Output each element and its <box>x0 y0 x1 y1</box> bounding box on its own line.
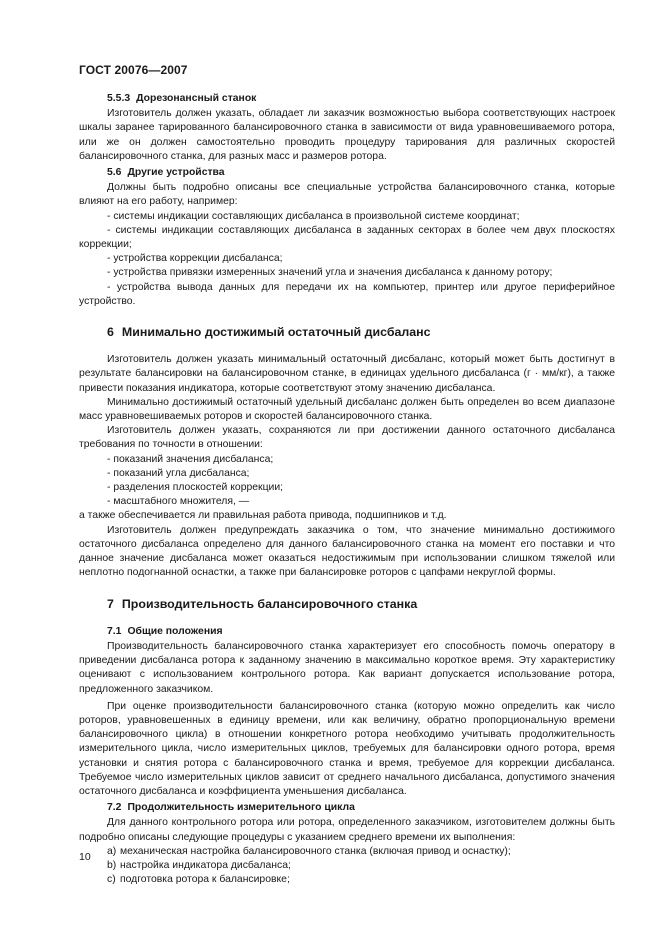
document-body <box>79 92 615 887</box>
section-title: Дорезонансный станок <box>136 93 257 104</box>
list-item-text: механическая настройка балансировочного станка (включая привод и оснастку); <box>120 845 511 857</box>
section-6-heading <box>79 325 615 339</box>
list-marker: c) <box>107 874 116 886</box>
section-title: Общие положения <box>127 625 223 637</box>
list-item: - показаний значения дисбаланса; <box>107 453 274 465</box>
paragraph: Производительность балансировочного станка характеризует его способность помочь оператору в приведении дисбаланса ротора к заданному значению в максимально короткое время. Эту характеристику оценивают с использованием контрольного ротора. Как вариант допускается использование ротора, предложенного заказчиком. <box>79 640 615 695</box>
list-item: - системы индикации составляющих дисбаланса в произвольной системе координат; <box>107 210 520 222</box>
list-item: - устройства вывода данных для передачи их на компьютер, принтер или другое периферийное устройство. <box>79 281 615 307</box>
list-item <box>79 873 615 887</box>
paragraph: Изготовитель должен указать минимальный остаточный дисбаланс, который может быть достигнут в результате балансировки на балансировочном станке, в единицах удельного дисбаланса (г · мм/кг), а также привести показания индикатора, которые соответствуют этому значению дисбаланса. <box>79 354 615 394</box>
list-item: - системы индикации составляющих дисбаланса в заданных секторах в более чем двух плоскостях коррекции; <box>79 224 615 251</box>
section-number: 5.6 <box>107 167 122 179</box>
list-item-text: настройка индикатора дисбаланса; <box>120 859 291 871</box>
page-number: 10 <box>79 851 91 863</box>
list-item-text: подготовка ротора к балансировке; <box>120 874 290 886</box>
list-item: - разделения плоскостей коррекции; <box>107 482 284 494</box>
list-item <box>79 859 615 873</box>
standard-header: ГОСТ 20076—2007 <box>79 63 188 77</box>
section-7-1-heading <box>79 625 615 639</box>
section-number: 5.5.3 <box>107 93 131 104</box>
section-number: 7 <box>107 596 114 611</box>
section-number: 6 <box>107 325 114 340</box>
paragraph: Изготовитель должен указать, сохраняются ли при достижении данного остаточного дисбаланса требования по точности в отношении: <box>79 425 615 451</box>
section-title: Продолжительность измерительного цикла <box>127 802 355 814</box>
section-7-heading <box>79 597 615 611</box>
section-number: 7.2 <box>107 802 122 814</box>
list-item: - масштабного множителя, — <box>107 496 250 508</box>
section-7-2-heading <box>79 801 615 815</box>
list-marker: b) <box>107 859 117 871</box>
list-item: - устройства коррекции дисбаланса; <box>107 253 283 265</box>
list-marker: a) <box>107 845 117 857</box>
paragraph: Изготовитель должен предупреждать заказчика о том, что значение минимально достижимого остаточного дисбаланса определено для данного балансировочного станка на момент его поставки и что данное значение дисбаланса может оказаться недостижимым при использовании слишком тяжелой или неплотно подогнанной оснастки, а также при балансировке роторов с цапфами некруглой формы. <box>79 524 615 579</box>
list-item: - устройства привязки измеренных значений угла и значения дисбаланса к данному ротору; <box>107 267 553 279</box>
section-title: Производительность балансировочного станка <box>121 596 418 611</box>
section-5-6-heading <box>79 166 615 180</box>
section-5-5-3-heading <box>79 92 615 106</box>
section-title: Другие устройства <box>127 167 225 179</box>
section-title: Минимально достижимый остаточный дисбаланс <box>121 325 431 340</box>
paragraph: Изготовитель должен указать, обладает ли заказчик возможностью выбора соответствующих настроек шкалы заранее тарированного балансировочного станка в зависимости от вида уравновешиваемого ротора, или же он должен самостоятельно проводить процедуру тарирования для различных скоростей балансировочного станка, для разных масс и размеров ротора. <box>79 108 615 162</box>
paragraph: Для данного контрольного ротора или ротора, определенного заказчиком, изготовителем должны быть подробно описаны следующие процедуры с указанием среднего времени их выполнения: <box>79 817 615 843</box>
list-item <box>79 845 615 859</box>
paragraph: При оценке производительности балансировочного станка (которую можно определить как число роторов, уравновешенных в единицу времени, или как величину, обратно пропорциональную времени балансировочного цикла) в отношении конкретного ротора необходимо учитывать продолжительность измерительного цикла, число измерительных циклов, требуемых для балансировки одного ротора, время установки и снятия ротора с балансировочного станка и время, требуемое для коррекции дисбаланса. Требуемое число измерительных циклов зависит от среднего начального дисбаланса, допустимого значения остаточного дисбаланса и коэффициента уменьшения дисбаланса. <box>79 700 615 797</box>
paragraph: Минимально достижимый остаточный удельный дисбаланс должен быть определен во всем диапазоне масс уравновешиваемых роторов и скоростей балансировочного станка. <box>79 396 615 423</box>
paragraph: Должны быть подробно описаны все специальные устройства балансировочного станка, которые влияют на его работу, например: <box>79 182 615 208</box>
section-number: 7.1 <box>107 625 122 637</box>
list-item: - показаний угла дисбаланса; <box>107 467 250 479</box>
paragraph: а также обеспечивается ли правильная работа привода, подшипников и т.д. <box>79 510 447 522</box>
